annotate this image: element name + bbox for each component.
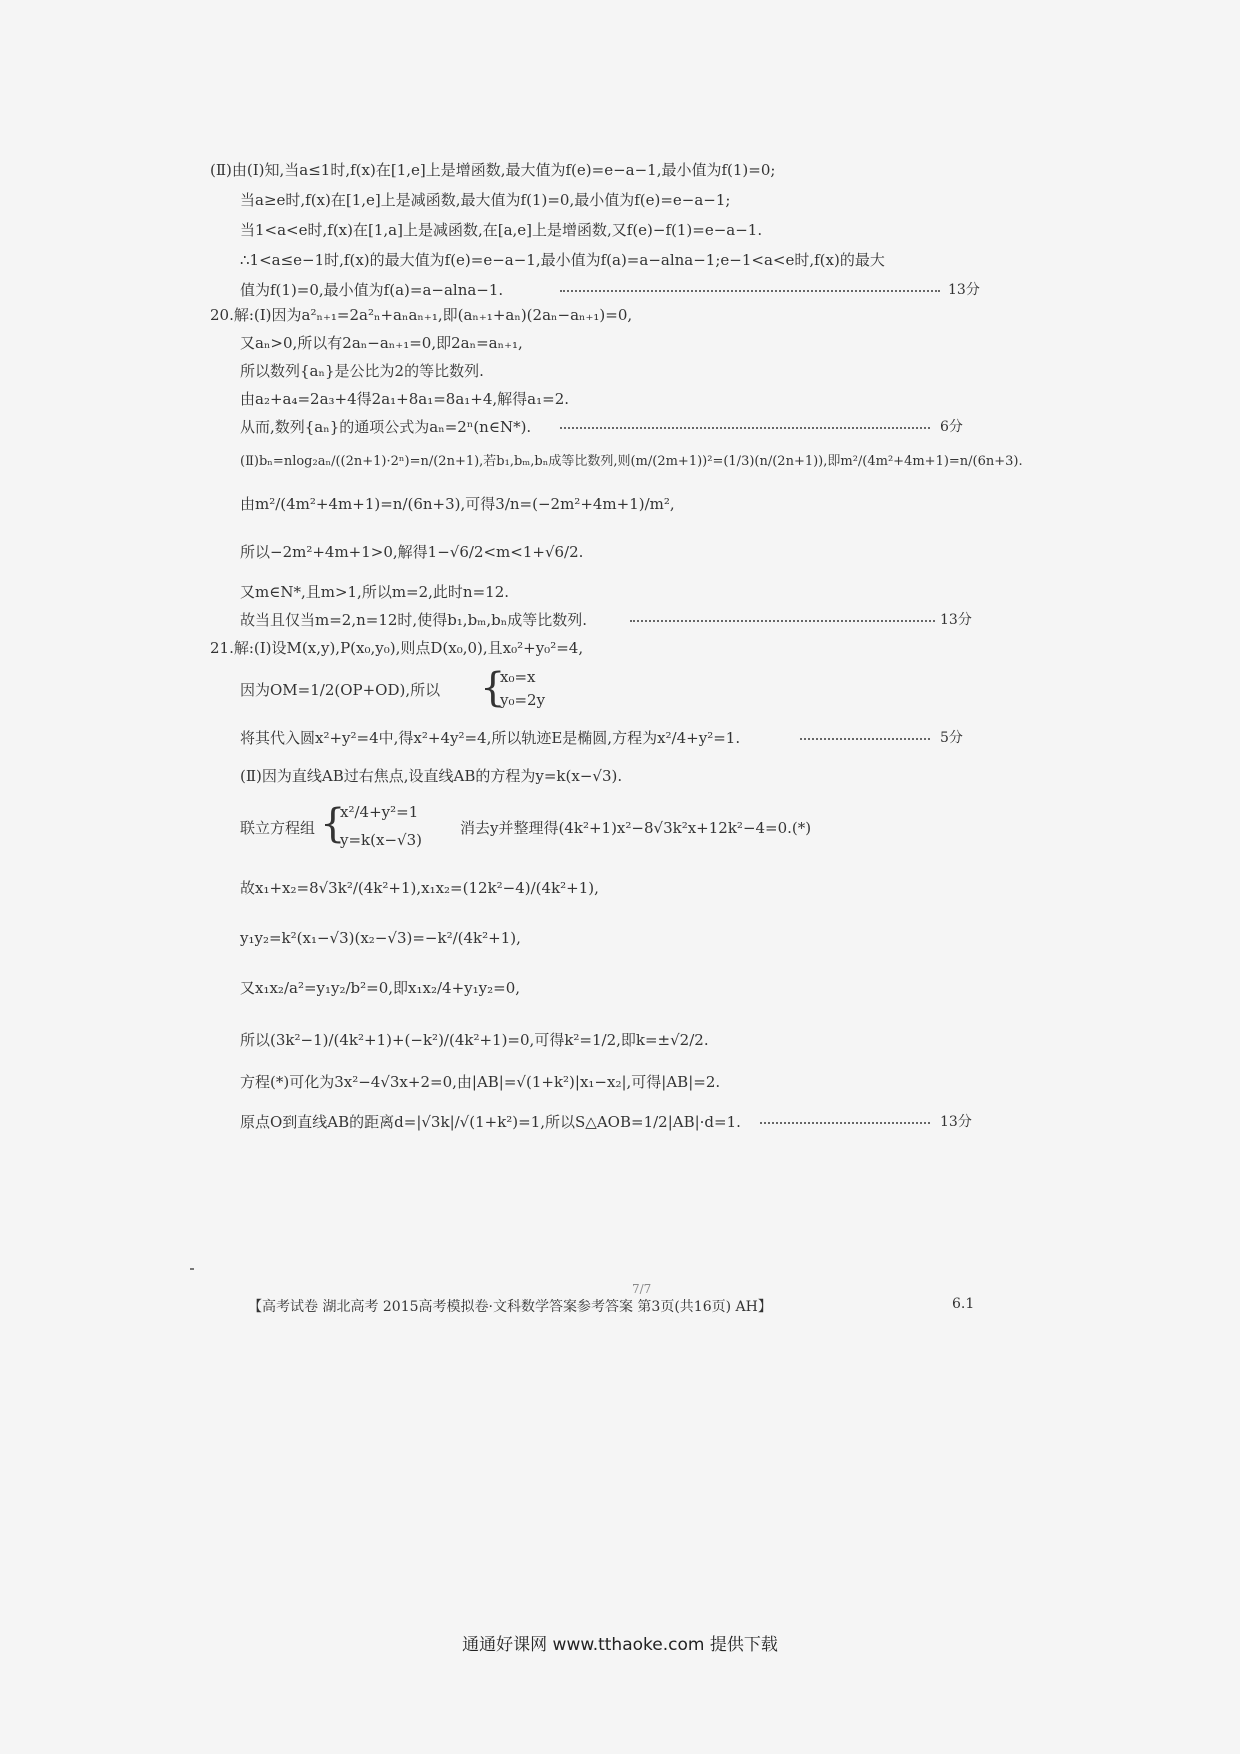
dotted-leader [560, 290, 940, 292]
solution-line: 又x₁x₂/a²=y₁y₂/b²=0,即x₁x₂/4+y₁y₂=0, [240, 979, 521, 997]
page-number: 7/7 [632, 1282, 652, 1296]
scan-mark [190, 1268, 194, 1270]
solution-line: 联立方程组 [240, 819, 316, 837]
solution-line: 由m²/(4m²+4m+1)=n/(6n+3),可得3/n=(−2m²+4m+1)/m², [240, 495, 675, 513]
solution-line: (Ⅱ)由(Ⅰ)知,当a≤1时,f(x)在[1,e]上是增函数,最大值为f(e)=e−a−1,最小值为f(1)=0; [210, 161, 776, 179]
solution-line: 原点O到直线AB的距离d=|√3k|/√(1+k²)=1,所以S△AOB=1/2|AB|·d=1. [240, 1113, 741, 1131]
brace-symbol: { [480, 665, 506, 711]
solution-line: 值为f(1)=0,最小值为f(a)=a−alna−1. [240, 281, 504, 299]
solution-line: 故x₁+x₂=8√3k²/(4k²+1),x₁x₂=(12k²−4)/(4k²+1), [240, 879, 599, 897]
brace-symbol: { [320, 801, 346, 847]
system-line: x₀=x [500, 668, 536, 686]
dotted-leader [560, 427, 930, 429]
solution-line: 消去y并整理得(4k²+1)x²−8√3k²x+12k²−4=0.(*) [460, 819, 812, 837]
solution-line: y₁y₂=k²(x₁−√3)(x₂−√3)=−k²/(4k²+1), [240, 929, 521, 947]
system-line: x²/4+y²=1 [340, 803, 419, 821]
solution-line: 又m∈N*,且m>1,所以m=2,此时n=12. [240, 583, 510, 601]
solution-line: 因为OM=1/2(OP+OD),所以 [240, 681, 441, 699]
score-mark: 13分 [948, 282, 980, 298]
solution-line: 方程(*)可化为3x²−4√3x+2=0,由|AB|=√(1+k²)|x₁−x₂|,可得|AB|=2. [240, 1073, 721, 1091]
download-credit: 通通好课网 www.tthaoke.com 提供下载 [462, 1635, 778, 1655]
score-mark: 6分 [940, 419, 963, 435]
solution-line: 20.解:(Ⅰ)因为a²ₙ₊₁=2a²ₙ+aₙaₙ₊₁,即(aₙ₊₁+aₙ)(2aₙ−aₙ₊₁)=0, [210, 306, 633, 324]
score-mark: 13分 [940, 612, 972, 628]
system-line: y=k(x−√3) [340, 831, 422, 849]
solution-line: 21.解:(Ⅰ)设M(x,y),P(x₀,y₀),则点D(x₀,0),且x₀²+y₀²=4, [210, 639, 584, 657]
footer-code: 6.1 [952, 1296, 975, 1312]
solution-line: (Ⅱ)bₙ=nlog₂aₙ/((2n+1)·2ⁿ)=n/(2n+1),若b₁,bₘ,bₙ成等比数列,则(m/(2m+1))²=(1/3)(n/(2n+1)),即m²/(4m²+4m+1)=n/(6n+3). [240, 454, 1023, 469]
solution-line: 由a₂+a₄=2a₃+4得2a₁+8a₁=8a₁+4,解得a₁=2. [240, 390, 570, 408]
solution-line: 将其代入圆x²+y²=4中,得x²+4y²=4,所以轨迹E是椭圆,方程为x²/4+y²=1. [240, 729, 741, 747]
solution-line: 故当且仅当m=2,n=12时,使得b₁,bₘ,bₙ成等比数列. [240, 611, 588, 629]
score-mark: 5分 [940, 730, 963, 746]
solution-line: 当1<a<e时,f(x)在[1,a]上是减函数,在[a,e]上是增函数,又f(e)−f(1)=e−a−1. [240, 221, 763, 239]
solution-line: ∴1<a≤e−1时,f(x)的最大值为f(e)=e−a−1,最小值为f(a)=a−alna−1;e−1<a<e时,f(x)的最大 [240, 251, 885, 269]
solution-line: 又aₙ>0,所以有2aₙ−aₙ₊₁=0,即2aₙ=aₙ₊₁, [240, 334, 523, 352]
dotted-leader [760, 1122, 930, 1124]
system-line: y₀=2y [500, 691, 546, 709]
page-footer: 【高考试卷 湖北高考 2015高考模拟卷·文科数学答案参考答案 第3页(共16页) AH】 [248, 1299, 772, 1315]
solution-line: 所以数列{aₙ}是公比为2的等比数列. [240, 362, 484, 380]
score-mark: 13分 [940, 1114, 972, 1130]
dotted-leader [800, 738, 930, 740]
solution-line: 从而,数列{aₙ}的通项公式为aₙ=2ⁿ(n∈N*). [240, 418, 532, 436]
dotted-leader [630, 620, 935, 622]
solution-line: 所以−2m²+4m+1>0,解得1−√6/2<m<1+√6/2. [240, 543, 584, 561]
solution-line: 当a≥e时,f(x)在[1,e]上是减函数,最大值为f(1)=0,最小值为f(e)=e−a−1; [240, 191, 731, 209]
solution-line: (Ⅱ)因为直线AB过右焦点,设直线AB的方程为y=k(x−√3). [240, 767, 623, 785]
solution-line: 所以(3k²−1)/(4k²+1)+(−k²)/(4k²+1)=0,可得k²=1/2,即k=±√2/2. [240, 1031, 709, 1049]
